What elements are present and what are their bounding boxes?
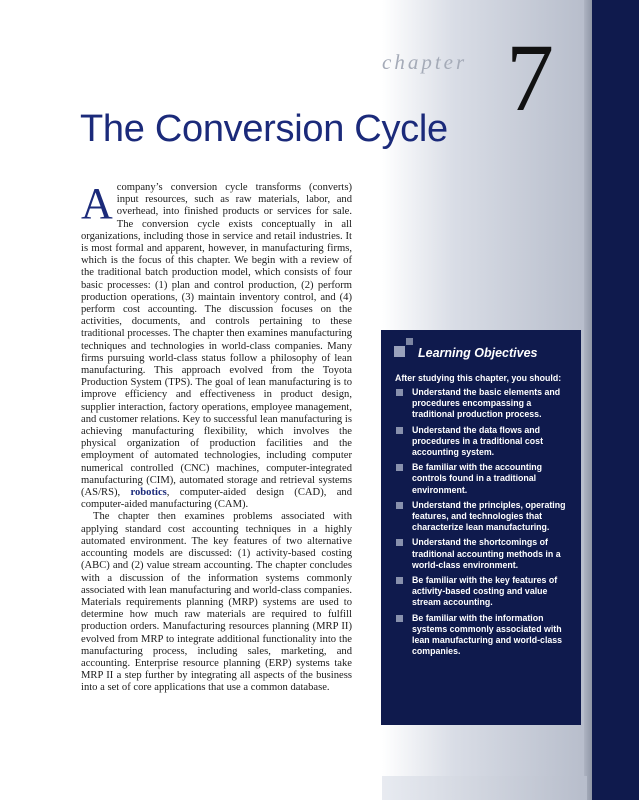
robotics-link[interactable]: robotics	[130, 487, 167, 499]
list-item: Be familiar with the information systems commonly associated with lean manufacturing and world-class companies.	[395, 613, 575, 658]
list-item: Be familiar with the accounting controls found in a traditional environment.	[395, 462, 575, 496]
list-item: Understand the principles, operating features, and technologies that characterize lean manufacturing.	[395, 500, 575, 534]
bottom-decorative-bar	[382, 776, 587, 800]
drop-cap: A	[81, 179, 113, 228]
objectives-intro: After studying this chapter, you should:	[395, 373, 562, 383]
list-item: Be familiar with the key features of activity-based costing and value stream accounting.	[395, 575, 575, 609]
objectives-list	[395, 387, 575, 661]
square-bullet-icon	[396, 615, 403, 622]
intro-paragraph-2: The chapter then examines problems associated with applying standard cost accounting techniques in a highly automated environment. The key features of two alternative accounting models are discussed: (1) activity-based costing (ABC) and (2) value stream accounting. The chapter concludes with a discussion of the information systems commonly associated with lean manufacturing and world-class companies. Materials requirements planning (MRP) systems are used to determine how much raw materials are required to fulfill production orders. Manufacturing resources planning (MRP II) evolved from MRP to integrate additional functionality into the manufacturing process, including sales, marketing, and accounting. Enterprise resource planning (ERP) systems take MRP II a step further by integrating all aspects of the business into a set of core applications that use a common database.	[81, 511, 352, 694]
list-item: Understand the basic elements and procedures encompassing a traditional production process.	[395, 387, 575, 421]
navy-edge-strip	[592, 0, 639, 800]
list-item: Understand the data flows and procedures in a traditional cost accounting system.	[395, 425, 575, 459]
square-bullet-icon	[396, 389, 403, 396]
square-bullet-icon	[396, 502, 403, 509]
para1-end-text: , computer-aided design (CAD), and computer-aided manufacturing (CAM).	[81, 487, 352, 511]
chapter-label: chapter	[382, 50, 468, 74]
square-bullet-icon	[396, 539, 403, 546]
square-bullet-icon	[396, 577, 403, 584]
chapter-introduction	[81, 179, 352, 695]
learning-objectives-box	[381, 330, 581, 725]
square-bullet-icon	[396, 427, 403, 434]
objectives-squares-icon	[394, 338, 416, 362]
objectives-heading: Learning Objectives	[418, 346, 538, 360]
intro-paragraph-1	[81, 179, 352, 511]
chapter-number: 7	[506, 24, 554, 131]
page-title: The Conversion Cycle	[80, 108, 448, 150]
list-item: Understand the shortcomings of traditional accounting methods in a world-class environment.	[395, 537, 575, 571]
square-bullet-icon	[396, 464, 403, 471]
para1-text: company’s conversion cycle transforms (converts) input resources, such as raw materials, labor, and overhead, into finished products or services for sale. The conversion cycle exists conceptually in all organizations, including those in service and retail industries. It is most formal and apparent, however, in manufacturing firms, which is the focus of this chapter. We begin with a review of the traditional batch production model, which consists of four basic processes: (1) plan and control production, (2) perform production operations, (3) maintain inventory control, and (4) perform cost accounting. The discussion focuses on the activities, documents, and controls pertaining to these traditional processes. The chapter then examines manufacturing techniques and technologies in world-class companies. Many firms pursuing world-class status follow a philosophy of lean manufacturing. This approach evolved from the Toyota Production System (TPS). The goal of lean manufacturing is to improve efficiency and effectiveness in product design, supplier interaction, factory operations, employee management, and customer relations. Key to successful lean manufacturing is achieving manufacturing flexibility, which involves the physical organization of production facilities and the employment of automated technologies, including computer numerical controlled (CNC) machines, computer-integrated manufacturing (CIM), automated storage and retrieval systems (AS/RS),	[81, 182, 352, 499]
side-band-shadow	[584, 0, 592, 800]
